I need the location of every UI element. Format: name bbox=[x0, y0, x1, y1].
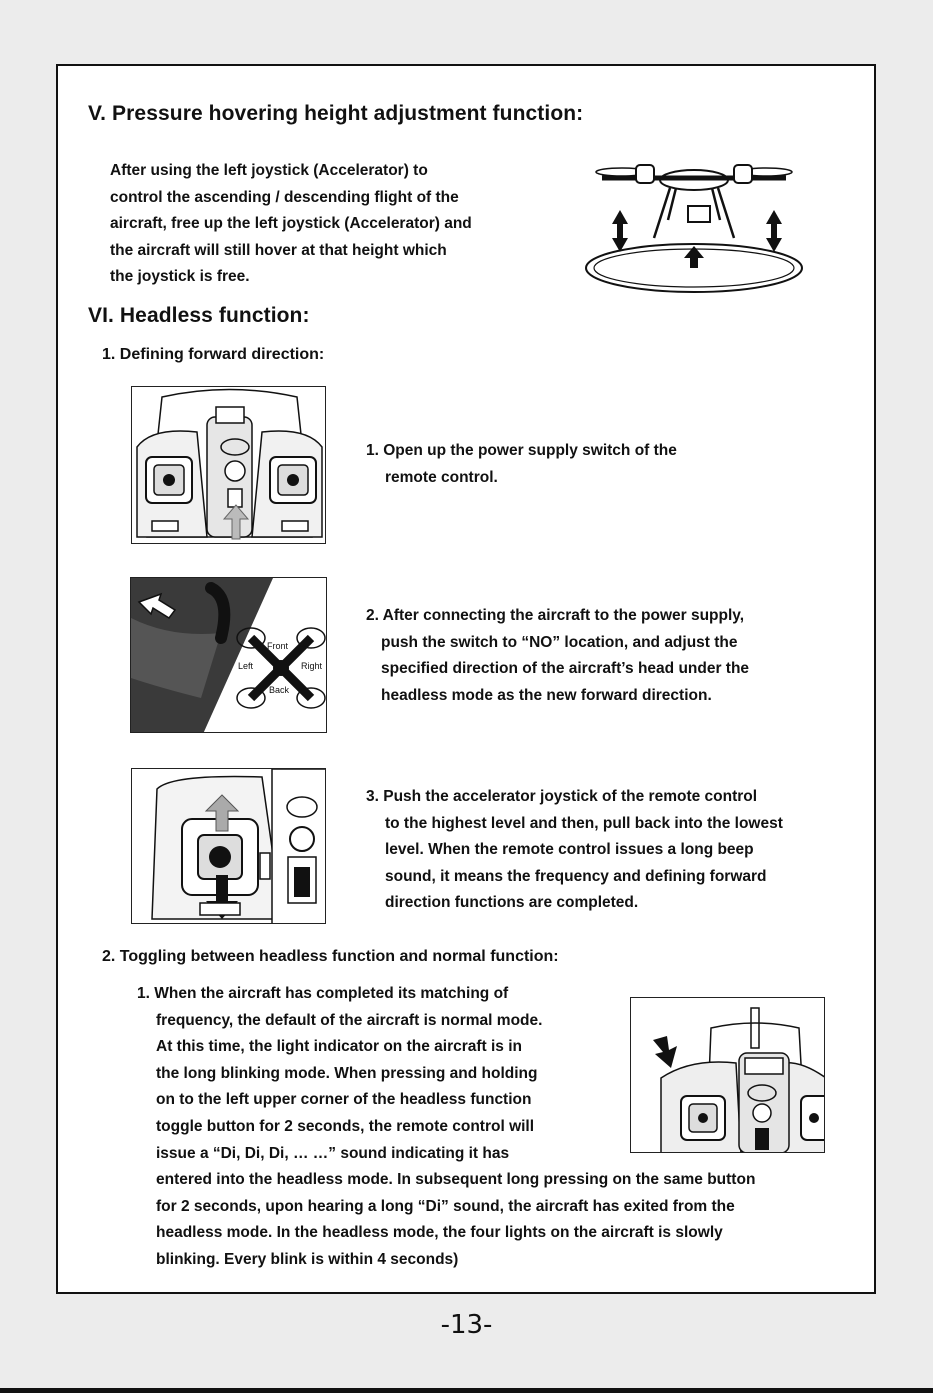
text-line: remote control. bbox=[385, 468, 498, 486]
right-label: Right bbox=[301, 661, 323, 671]
text-line: to the highest level and then, pull back into the lowest bbox=[385, 814, 783, 832]
text-line: blinking. Every blink is within 4 seconds) bbox=[156, 1250, 459, 1268]
text-line: the aircraft will still hover at that height which bbox=[110, 241, 447, 259]
joystick-figure bbox=[131, 768, 326, 924]
text-line: push the switch to “NO” location, and adjust the bbox=[381, 633, 738, 651]
step-2-text bbox=[366, 603, 749, 709]
text-line: specified direction of the aircraft’s head under the bbox=[381, 660, 750, 678]
section-5-title: V. Pressure hovering height adjustment function: bbox=[88, 102, 584, 125]
text-line: 1. When the aircraft has completed its matching of bbox=[137, 985, 509, 1002]
remote-control-figure bbox=[131, 386, 326, 544]
text-line: At this time, the light indicator on the aircraft is in bbox=[156, 1038, 523, 1056]
text-line: sound, it means the frequency and defining forward bbox=[385, 867, 767, 885]
text-line: After using the left joystick (Accelerator) to bbox=[110, 162, 428, 179]
subsection-1-title: 1. Defining forward direction: bbox=[102, 346, 325, 363]
text-line: entered into the headless mode. In subsequent long pressing on the same button bbox=[156, 1171, 756, 1189]
text-line: the long blinking mode. When pressing and holding bbox=[156, 1064, 538, 1082]
text-line: headless mode. In the headless mode, the four lights on the aircraft is slowly bbox=[156, 1224, 723, 1242]
text-line: toggle button for 2 seconds, the remote control will bbox=[156, 1117, 535, 1135]
bottom-rule bbox=[0, 1388, 933, 1393]
toggle-text bbox=[137, 981, 755, 1274]
text-line: the joystick is free. bbox=[110, 268, 250, 286]
aircraft-direction-figure bbox=[130, 577, 327, 733]
text-line: issue a “Di, Di, Di, … …” sound indicating it has bbox=[156, 1144, 510, 1162]
front-label: Front bbox=[267, 641, 289, 651]
text-line: 1. Open up the power supply switch of the bbox=[366, 442, 677, 459]
section-5-text bbox=[110, 158, 472, 291]
text-line: level. When the remote control issues a long beep bbox=[385, 841, 754, 859]
hovering-drone-illustration bbox=[582, 150, 812, 300]
back-label: Back bbox=[269, 685, 290, 695]
text-line: 2. After connecting the aircraft to the power supply, bbox=[366, 607, 745, 624]
text-line: frequency, the default of the aircraft is normal mode. bbox=[156, 1011, 543, 1029]
left-label: Left bbox=[238, 661, 254, 671]
page-number: -13- bbox=[440, 1310, 493, 1340]
step-1-text bbox=[366, 438, 677, 491]
text-line: direction functions are completed. bbox=[385, 894, 639, 912]
text-line: for 2 seconds, upon hearing a long “Di” sound, the aircraft has exited from the bbox=[156, 1197, 735, 1215]
text-line: headless mode as the new forward direction. bbox=[381, 686, 712, 704]
text-line: aircraft, free up the left joystick (Accelerator) and bbox=[110, 215, 472, 233]
subsection-2-title: 2. Toggling between headless function and normal function: bbox=[102, 948, 559, 965]
section-6-title: VI. Headless function: bbox=[88, 304, 310, 327]
text-line: on to the left upper corner of the headless function bbox=[156, 1091, 532, 1109]
text-line: 3. Push the accelerator joystick of the remote control bbox=[366, 788, 758, 805]
step-3-text bbox=[366, 784, 783, 917]
text-line: control the ascending / descending flight of the bbox=[110, 188, 459, 206]
